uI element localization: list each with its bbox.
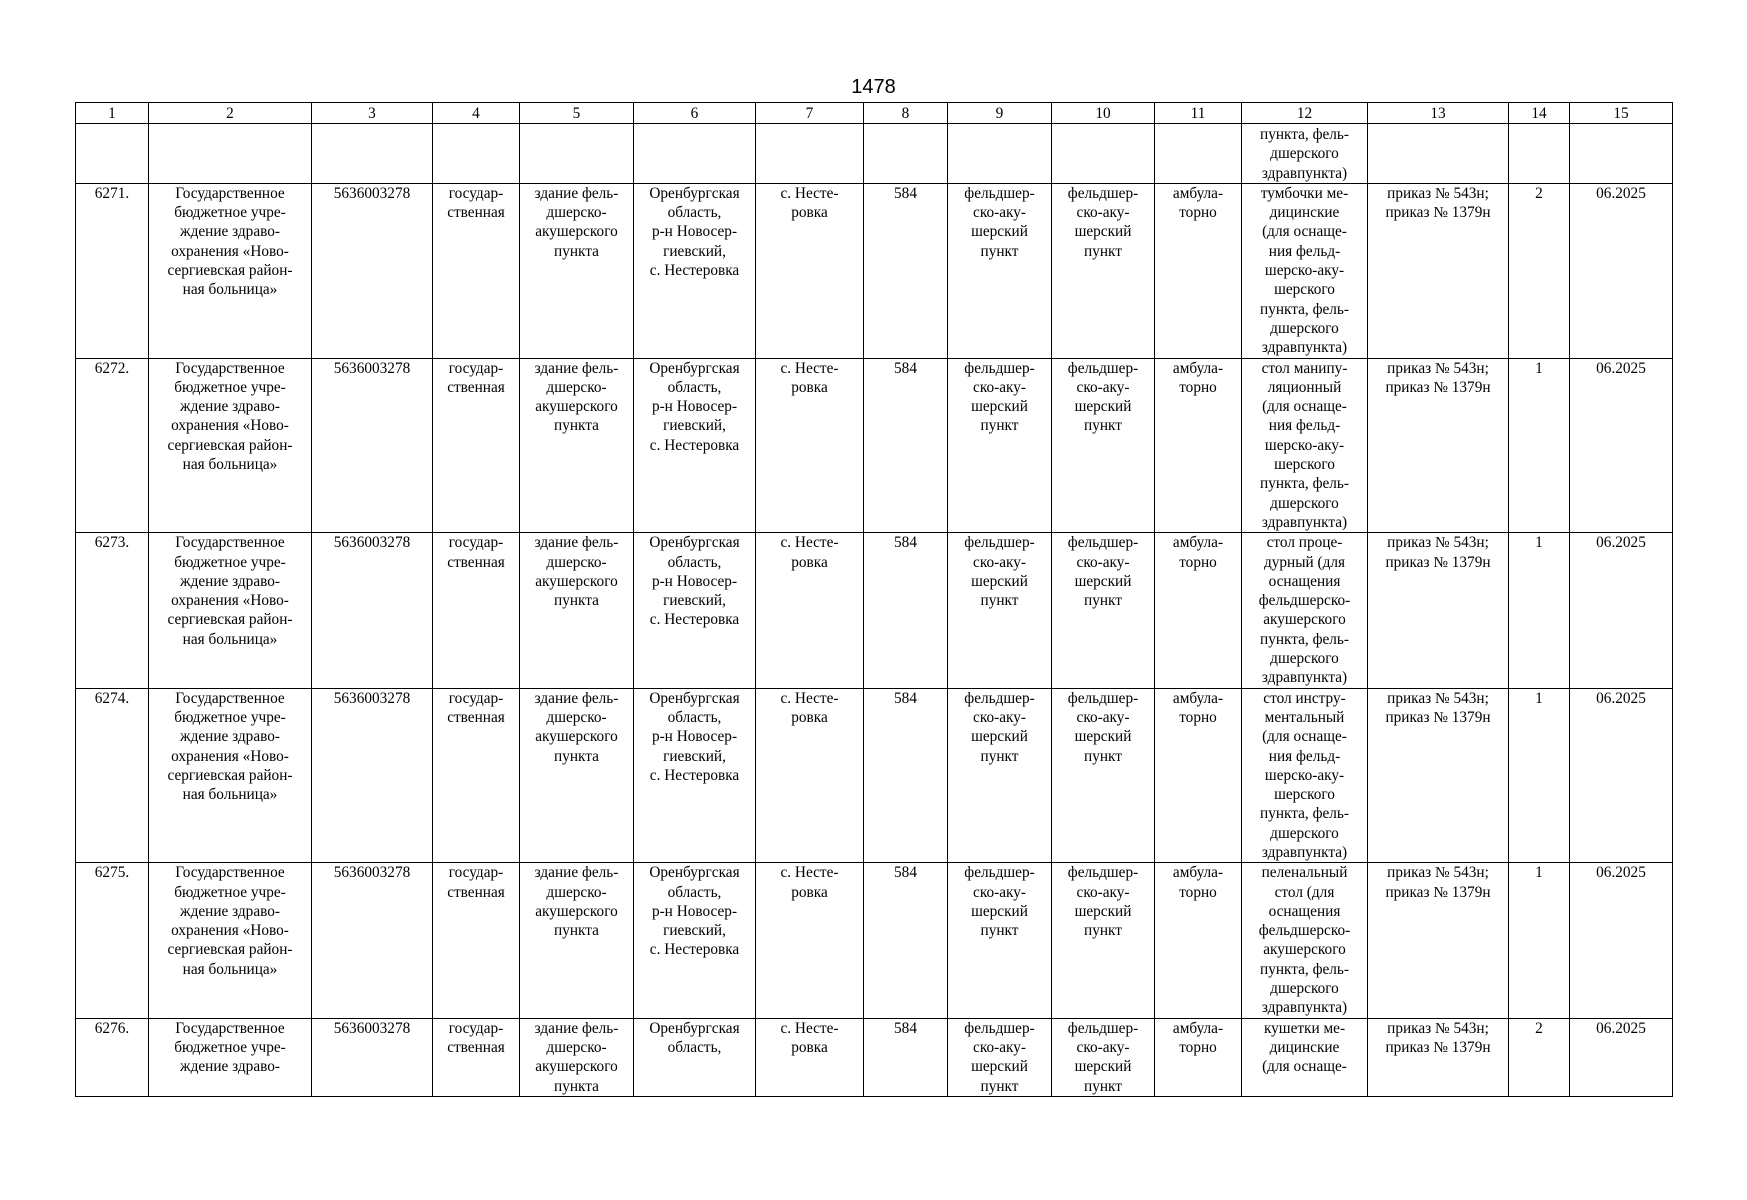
care-form-cell: амбула- торно (1155, 1018, 1242, 1096)
orders-cell: приказ № 543н; приказ № 1379н (1368, 863, 1509, 1018)
column-number: 12 (1242, 103, 1368, 124)
column-number: 6 (634, 103, 756, 124)
address-cell: Оренбургская область, р-н Новосер- гиевский, с. Нестеровка (634, 358, 756, 533)
building-cell: здание фель- дшерско- акушерского пункта (520, 183, 634, 358)
column-number: 5 (520, 103, 634, 124)
table-cell (948, 124, 1052, 184)
unit-type-cell: фельдшер- ско-аку- шерский пункт (1052, 1018, 1155, 1096)
quantity-cell: 1 (1509, 863, 1570, 1018)
date-cell: 06.2025 (1570, 533, 1673, 688)
row-number-cell: 6276. (76, 1018, 149, 1096)
address-cell: Оренбургская область, р-н Новосер- гиевский, с. Нестеровка (634, 688, 756, 863)
organization-cell: Государственное бюджетное учре- ждение здраво- охранения «Ново- сергиевская район- ная больница» (149, 863, 312, 1018)
organization-cell: Государственное бюджетное учре- ждение здраво- охранения «Ново- сергиевская район- ная больница» (149, 533, 312, 688)
ownership-cell: государ- ственная (433, 688, 520, 863)
locality-cell: с. Несте- ровка (756, 1018, 864, 1096)
organization-cell: Государственное бюджетное учре- ждение здраво- охранения «Ново- сергиевская район- ная больница» (149, 183, 312, 358)
table-cell (520, 124, 634, 184)
date-cell: 06.2025 (1570, 1018, 1673, 1096)
quantity-cell: 1 (1509, 358, 1570, 533)
equipment-cell: пункта, фель- дшерского здравпункта) (1242, 124, 1368, 184)
equipment-register-table (75, 102, 1673, 1097)
equipment-cell: стол проце- дурный (для оснащения фельдшерско- акушерского пункта, фель- дшерского здравпункта) (1242, 533, 1368, 688)
column-number: 1 (76, 103, 149, 124)
equipment-cell: стол манипу- ляционный (для оснаще- ния фельд- шерско-аку- шерского пункта, фель- дшерского здравпункта) (1242, 358, 1368, 533)
table-cell (634, 124, 756, 184)
inn-cell: 5636003278 (312, 358, 433, 533)
table-cell (1509, 124, 1570, 184)
inn-cell: 5636003278 (312, 1018, 433, 1096)
care-form-cell: амбула- торно (1155, 688, 1242, 863)
table-row (76, 688, 1673, 863)
unit-type-cell: фельдшер- ско-аку- шерский пункт (1052, 688, 1155, 863)
column-number: 3 (312, 103, 433, 124)
column-number: 10 (1052, 103, 1155, 124)
table-cell (1570, 124, 1673, 184)
care-form-cell: амбула- торно (1155, 183, 1242, 358)
row-number-cell: 6274. (76, 688, 149, 863)
address-cell: Оренбургская область, р-н Новосер- гиевский, с. Нестеровка (634, 863, 756, 1018)
building-cell: здание фель- дшерско- акушерского пункта (520, 1018, 634, 1096)
column-number: 9 (948, 103, 1052, 124)
quantity-cell: 2 (1509, 183, 1570, 358)
care-form-cell: амбула- торно (1155, 533, 1242, 688)
column-number: 14 (1509, 103, 1570, 124)
ownership-cell: государ- ственная (433, 358, 520, 533)
table-row (76, 358, 1673, 533)
orders-cell: приказ № 543н; приказ № 1379н (1368, 533, 1509, 688)
ownership-cell: государ- ственная (433, 183, 520, 358)
ownership-cell: государ- ственная (433, 533, 520, 688)
care-form-cell: амбула- торно (1155, 863, 1242, 1018)
continuation-row (76, 124, 1673, 184)
column-number: 13 (1368, 103, 1509, 124)
orders-cell: приказ № 543н; приказ № 1379н (1368, 1018, 1509, 1096)
unit-type-cell: фельдшер- ско-аку- шерский пункт (948, 183, 1052, 358)
locality-cell: с. Несте- ровка (756, 183, 864, 358)
table-cell (864, 124, 948, 184)
building-cell: здание фель- дшерско- акушерского пункта (520, 863, 634, 1018)
equipment-cell: тумбочки ме- дицинские (для оснаще- ния фельд- шерско-аку- шерского пункта, фель- дшерского здравпункта) (1242, 183, 1368, 358)
building-cell: здание фель- дшерско- акушерского пункта (520, 533, 634, 688)
care-form-cell: амбула- торно (1155, 358, 1242, 533)
code-cell: 584 (864, 863, 948, 1018)
table-cell (149, 124, 312, 184)
column-number: 2 (149, 103, 312, 124)
unit-type-cell: фельдшер- ско-аку- шерский пункт (948, 1018, 1052, 1096)
column-number-row (76, 103, 1673, 124)
unit-type-cell: фельдшер- ско-аку- шерский пункт (948, 533, 1052, 688)
table-cell (756, 124, 864, 184)
table-cell (1368, 124, 1509, 184)
equipment-cell: пеленальный стол (для оснащения фельдшерско- акушерского пункта, фель- дшерского здравпункта) (1242, 863, 1368, 1018)
code-cell: 584 (864, 533, 948, 688)
table-row (76, 533, 1673, 688)
row-number-cell: 6272. (76, 358, 149, 533)
equipment-cell: кушетки ме- дицинские (для оснаще- (1242, 1018, 1368, 1096)
row-number-cell: 6273. (76, 533, 149, 688)
building-cell: здание фель- дшерско- акушерского пункта (520, 688, 634, 863)
unit-type-cell: фельдшер- ско-аку- шерский пункт (948, 688, 1052, 863)
quantity-cell: 1 (1509, 533, 1570, 688)
address-cell: Оренбургская область, р-н Новосер- гиевский, с. Нестеровка (634, 183, 756, 358)
orders-cell: приказ № 543н; приказ № 1379н (1368, 358, 1509, 533)
table-cell (312, 124, 433, 184)
equipment-cell: стол инстру- ментальный (для оснаще- ния фельд- шерско-аку- шерского пункта, фель- дшерского здравпункта) (1242, 688, 1368, 863)
table-row (76, 863, 1673, 1018)
table-cell (1052, 124, 1155, 184)
inn-cell: 5636003278 (312, 533, 433, 688)
unit-type-cell: фельдшер- ско-аку- шерский пункт (1052, 358, 1155, 533)
column-number: 7 (756, 103, 864, 124)
organization-cell: Государственное бюджетное учре- ждение здраво- (149, 1018, 312, 1096)
unit-type-cell: фельдшер- ско-аку- шерский пункт (1052, 183, 1155, 358)
orders-cell: приказ № 543н; приказ № 1379н (1368, 183, 1509, 358)
quantity-cell: 2 (1509, 1018, 1570, 1096)
column-number: 11 (1155, 103, 1242, 124)
column-number: 15 (1570, 103, 1673, 124)
organization-cell: Государственное бюджетное учре- ждение здраво- охранения «Ново- сергиевская район- ная больница» (149, 358, 312, 533)
locality-cell: с. Несте- ровка (756, 688, 864, 863)
table-cell (433, 124, 520, 184)
code-cell: 584 (864, 358, 948, 533)
quantity-cell: 1 (1509, 688, 1570, 863)
organization-cell: Государственное бюджетное учре- ждение здраво- охранения «Ново- сергиевская район- ная больница» (149, 688, 312, 863)
address-cell: Оренбургская область, (634, 1018, 756, 1096)
building-cell: здание фель- дшерско- акушерского пункта (520, 358, 634, 533)
inn-cell: 5636003278 (312, 183, 433, 358)
ownership-cell: государ- ственная (433, 863, 520, 1018)
orders-cell: приказ № 543н; приказ № 1379н (1368, 688, 1509, 863)
column-number: 4 (433, 103, 520, 124)
table-cell (1155, 124, 1242, 184)
date-cell: 06.2025 (1570, 863, 1673, 1018)
code-cell: 584 (864, 1018, 948, 1096)
locality-cell: с. Несте- ровка (756, 533, 864, 688)
row-number-cell: 6271. (76, 183, 149, 358)
locality-cell: с. Несте- ровка (756, 358, 864, 533)
inn-cell: 5636003278 (312, 863, 433, 1018)
date-cell: 06.2025 (1570, 358, 1673, 533)
table-row (76, 183, 1673, 358)
unit-type-cell: фельдшер- ско-аку- шерский пункт (948, 358, 1052, 533)
unit-type-cell: фельдшер- ско-аку- шерский пункт (948, 863, 1052, 1018)
date-cell: 06.2025 (1570, 183, 1673, 358)
locality-cell: с. Несте- ровка (756, 863, 864, 1018)
address-cell: Оренбургская область, р-н Новосер- гиевский, с. Нестеровка (634, 533, 756, 688)
page-number: 1478 (851, 76, 896, 98)
inn-cell: 5636003278 (312, 688, 433, 863)
ownership-cell: государ- ственная (433, 1018, 520, 1096)
unit-type-cell: фельдшер- ско-аку- шерский пункт (1052, 533, 1155, 688)
code-cell: 584 (864, 183, 948, 358)
unit-type-cell: фельдшер- ско-аку- шерский пункт (1052, 863, 1155, 1018)
table-cell (76, 124, 149, 184)
date-cell: 06.2025 (1570, 688, 1673, 863)
code-cell: 584 (864, 688, 948, 863)
column-number: 8 (864, 103, 948, 124)
table-row (76, 1018, 1673, 1096)
row-number-cell: 6275. (76, 863, 149, 1018)
